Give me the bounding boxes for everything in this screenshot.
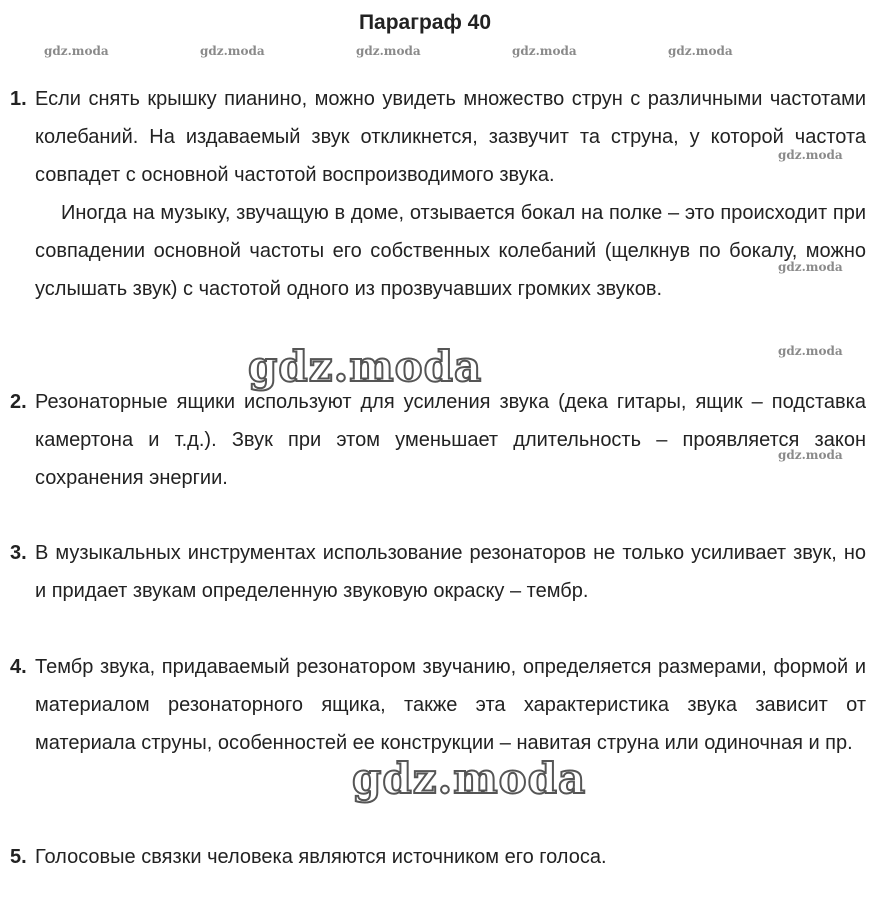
answer-text: Тембр звука, придаваемый резонатором звучанию, определяется размерами, формой и материалом резонаторного ящика, также эта характеристика звука зависит от материала струны, особенностей ее конструкции – навитая струна или одиночная и пр. xyxy=(35,656,866,754)
watermark: gdz.moda xyxy=(778,344,843,358)
watermark: gdz.moda xyxy=(200,44,265,58)
answer-text: Иногда на музыку, звучащую в доме, отзывается бокал на полке – это происходит при совпадении основной частоты его собственных колебаний (щелкнув по бокалу, можно услышать звук) с частотой одного из прозвучавших громких звуков. xyxy=(35,202,866,300)
watermark: gdz.moda xyxy=(44,44,109,58)
answer-item xyxy=(10,838,866,876)
watermark: gdz.moda xyxy=(668,44,733,58)
answer-number: 5. xyxy=(10,846,27,868)
answer-text: Резонаторные ящики используют для усиления звука (дека гитары, ящик – подставка камертона и т.д.). Звук при этом уменьшает длительность – проявляется закон сохранения энергии. xyxy=(35,391,866,489)
watermark: gdz.moda xyxy=(778,260,843,274)
watermark: gdz.moda xyxy=(778,448,843,462)
watermark: gdz.moda xyxy=(778,148,843,162)
answer-item xyxy=(10,534,866,610)
answer-text: В музыкальных инструментах использование резонаторов не только усиливает звук, но и придает звукам определенную звуковую окраску – тембр. xyxy=(35,542,866,602)
answer-item xyxy=(10,80,866,308)
answer-text: Голосовые связки человека являются источником его голоса. xyxy=(35,846,607,868)
watermark-large: gdz.moda xyxy=(248,342,483,391)
page-title: Параграф 40 xyxy=(358,11,492,34)
answer-number: 3. xyxy=(10,542,27,564)
watermark: gdz.moda xyxy=(512,44,577,58)
answer-number: 1. xyxy=(10,88,27,110)
answer-item xyxy=(10,648,866,762)
answer-number: 2. xyxy=(10,391,27,413)
answer-number: 4. xyxy=(10,656,27,678)
answer-item xyxy=(10,383,866,497)
watermark: gdz.moda xyxy=(356,44,421,58)
answer-text: Если снять крышку пианино, можно увидеть множество струн с различными частотами колебаний. На издаваемый звук откликнется, зазвучит та струна, у которой частота совпадет с основной частотой воспроизводимого звука. xyxy=(35,88,866,186)
watermark-large: gdz.moda xyxy=(352,754,587,803)
